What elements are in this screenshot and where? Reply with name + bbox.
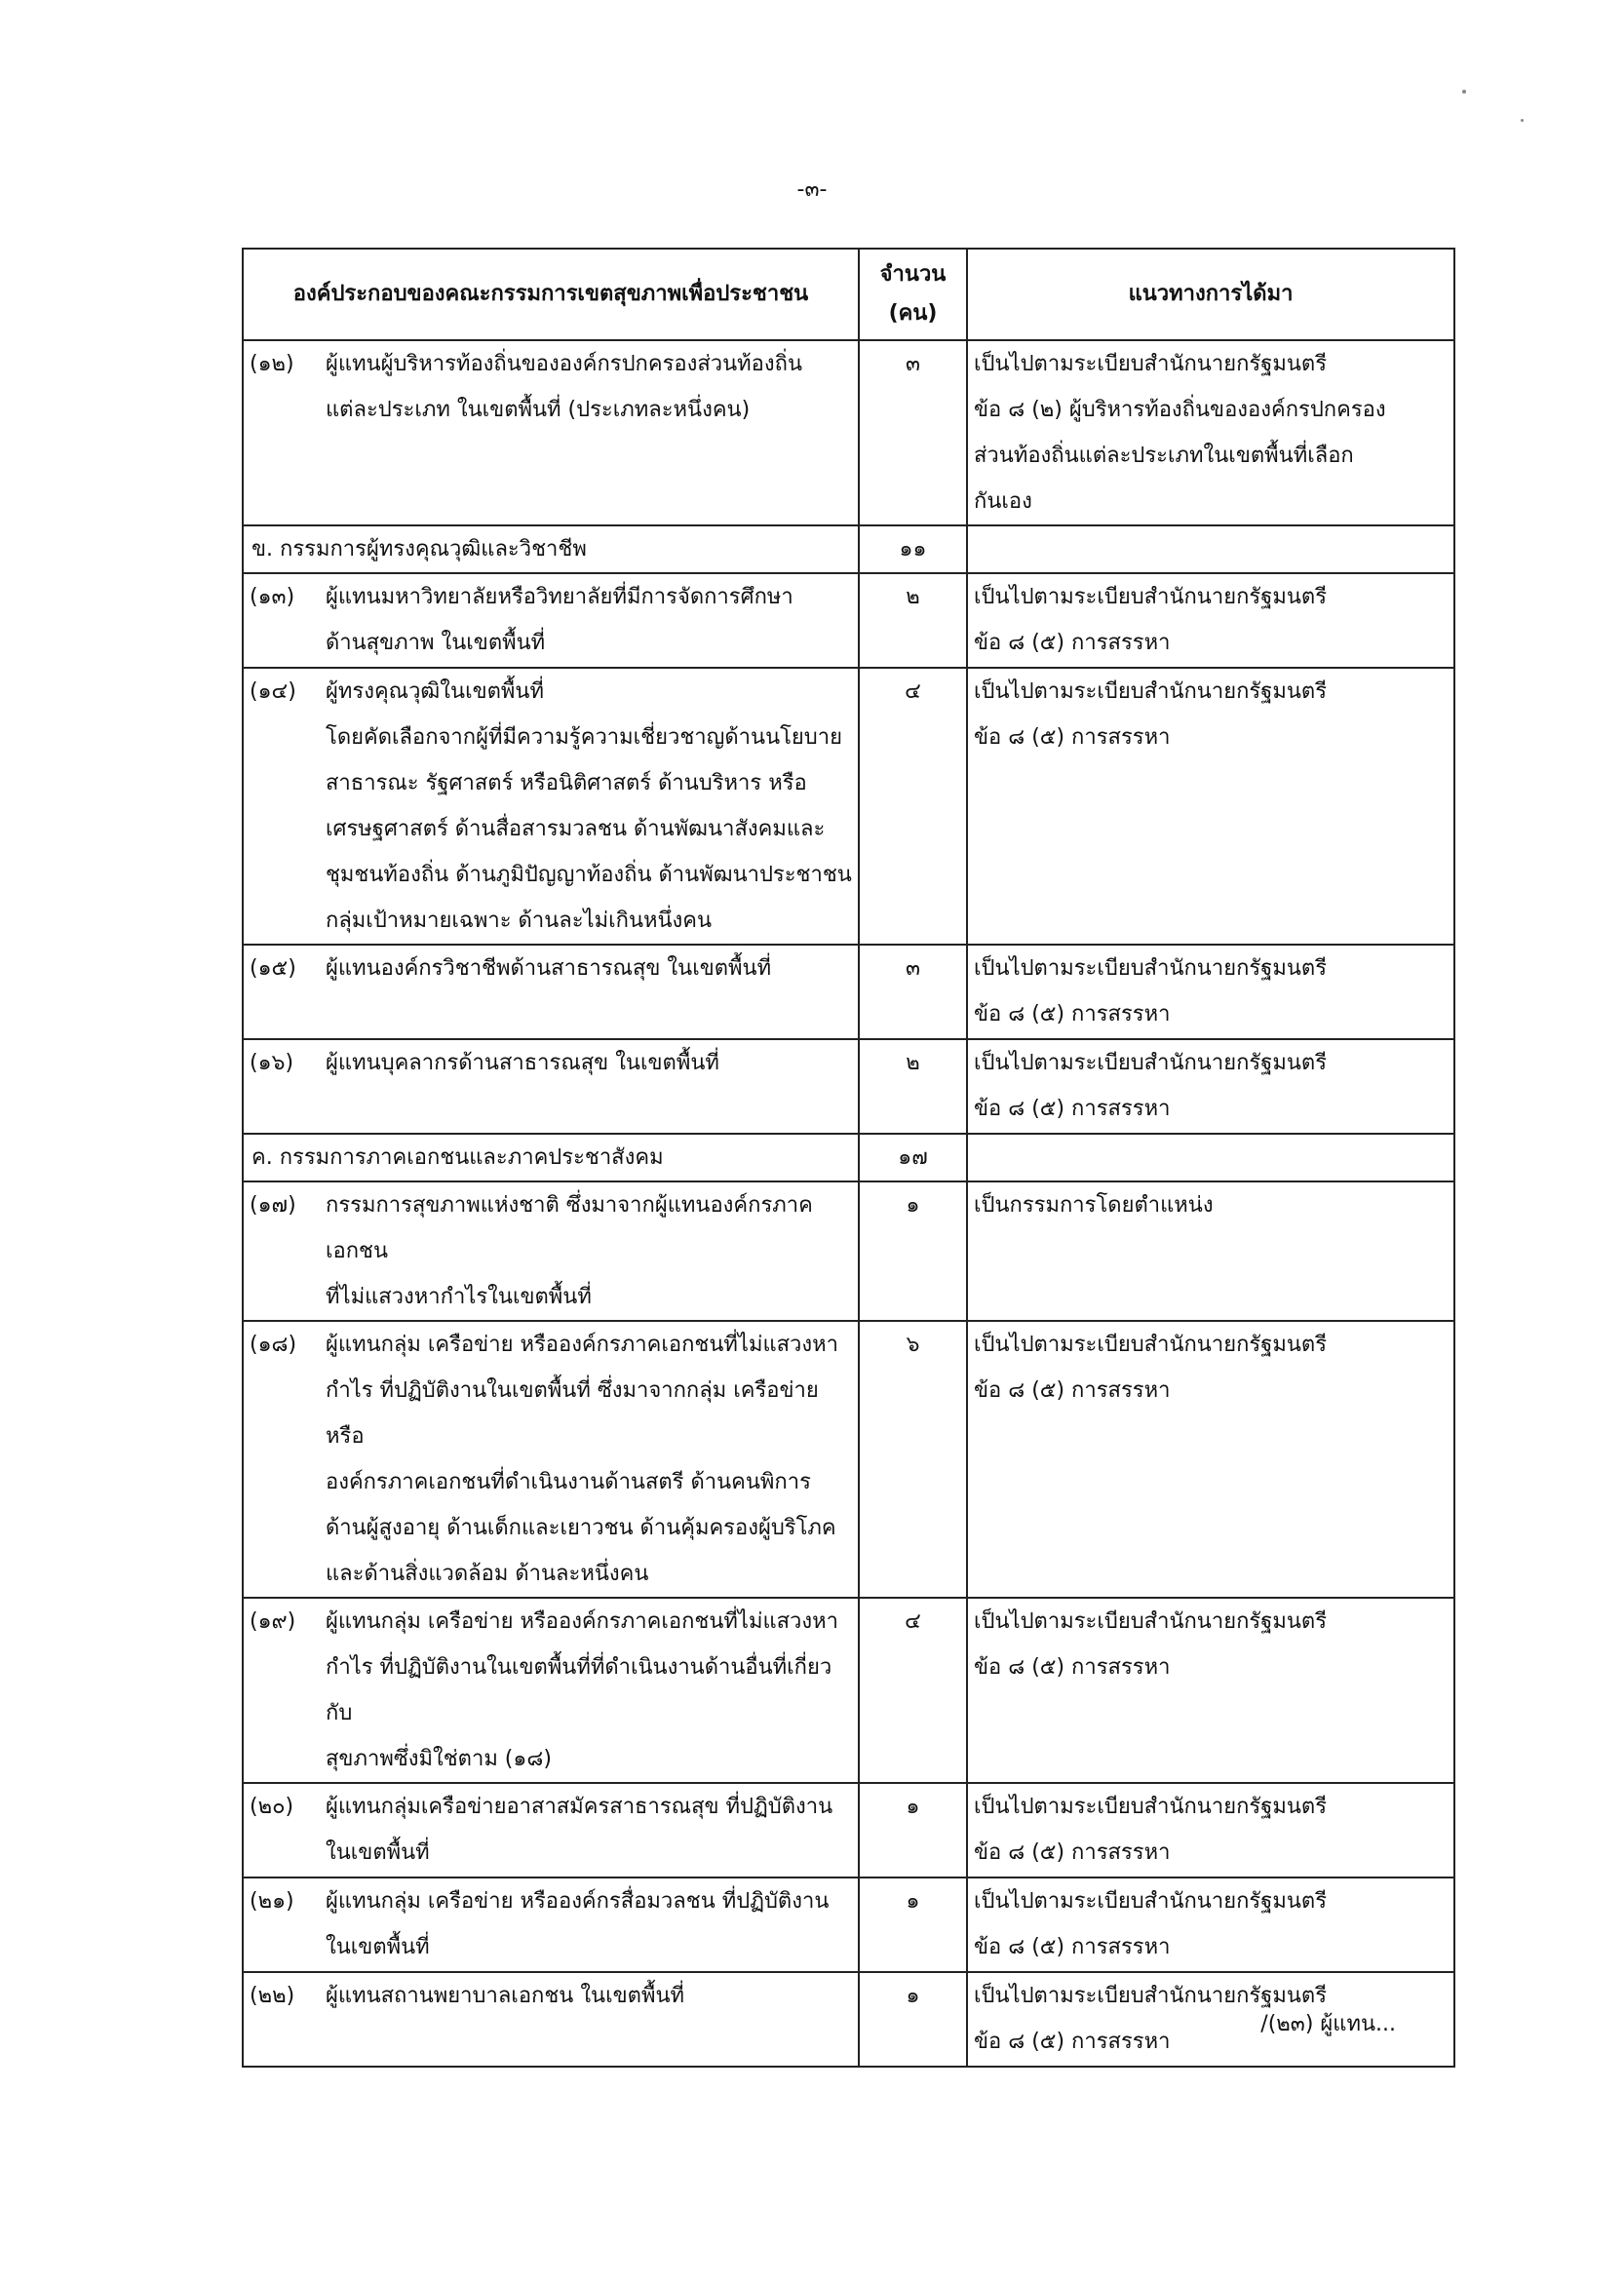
count-value: ๒ xyxy=(906,585,920,609)
item-entry xyxy=(250,1182,852,1320)
composition-cell xyxy=(243,573,859,668)
count-cell xyxy=(859,340,967,525)
table-row xyxy=(243,1598,1454,1783)
item-text-line: ผู้แทนกลุ่มเครือข่ายอาสาสมัครสาธารณสุข ที่ปฏิบัติงาน xyxy=(326,1795,833,1819)
scan-speck xyxy=(1521,119,1524,122)
method-cell xyxy=(967,1321,1454,1598)
table-header-row xyxy=(243,249,1454,340)
item-text-line: ด้านผู้สูงอายุ ด้านเด็กและเยาวชน ด้านคุ้มครองผู้บริโภค xyxy=(326,1516,836,1540)
count-cell xyxy=(859,1039,967,1134)
item-text-line: ในเขตพื้นที่ xyxy=(326,1935,430,1959)
method-text-line: เป็นไปตามระเบียบสำนักนายกรัฐมนตรี xyxy=(974,1795,1328,1819)
method-text-line: เป็นไปตามระเบียบสำนักนายกรัฐมนตรี xyxy=(974,1609,1328,1634)
method-text-line: ส่วนท้องถิ่นแต่ละประเภทในเขตพื้นที่เลือก xyxy=(974,444,1354,468)
item-text-line: องค์กรภาคเอกชนที่ดำเนินงานด้านสตรี ด้านคนพิการ xyxy=(326,1470,811,1494)
method-text-line: เป็นไปตามระเบียบสำนักนายกรัฐมนตรี xyxy=(974,585,1328,609)
count-value: ๑ xyxy=(906,1984,920,2008)
table-row xyxy=(243,1783,1454,1878)
item-text-line: กำไร ที่ปฏิบัติงานในเขตพื้นที่ ซึ่งมาจากกลุ่ม เครือข่าย หรือ xyxy=(326,1378,819,1449)
method-cell xyxy=(967,1878,1454,1972)
item-entry xyxy=(250,669,852,944)
method-cell xyxy=(967,1783,1454,1878)
count-value: ๒ xyxy=(906,1051,920,1075)
item-entry xyxy=(250,1599,852,1782)
method-text-line: เป็นไปตามระเบียบสำนักนายกรัฐมนตรี xyxy=(974,679,1328,704)
method-cell xyxy=(967,668,1454,945)
item-text-line: ผู้แทนกลุ่ม เครือข่าย หรือองค์กรภาคเอกชนที่ไม่แสวงหา xyxy=(326,1609,839,1634)
item-number: (๑๕) xyxy=(250,956,296,981)
method-text-line: ข้อ ๘ (๒) ผู้บริหารท้องถิ่นขององค์กรปกครอง xyxy=(974,398,1386,422)
table-body xyxy=(243,340,1454,2067)
count-cell xyxy=(859,1181,967,1321)
item-number: (๑๒) xyxy=(250,352,294,376)
item-number: (๒๐) xyxy=(250,1795,294,1819)
item-text-line: ชุมชนท้องถิ่น ด้านภูมิปัญญาท้องถิ่น ด้านพัฒนาประชาชน xyxy=(326,863,852,887)
table-row xyxy=(243,573,1454,668)
item-number: (๒๑) xyxy=(250,1889,294,1914)
method-text-line: ข้อ ๘ (๕) การสรรหา xyxy=(974,1378,1171,1403)
group-label: ค. กรรมการภาคเอกชนและภาคประชาสังคม xyxy=(251,1145,664,1170)
table-row xyxy=(243,1878,1454,1972)
continuation-note: /(๒๓) ผู้แทน... xyxy=(1260,2012,1396,2036)
item-text-line: โดยคัดเลือกจากผู้ที่มีความรู้ความเชี่ยวชาญด้านนโยบาย xyxy=(326,725,843,750)
composition-cell xyxy=(243,340,859,525)
composition-cell xyxy=(243,1181,859,1321)
composition-cell xyxy=(243,1039,859,1134)
item-text-line: ผู้แทนองค์กรวิชาชีพด้านสาธารณสุข ในเขตพื้นที่ xyxy=(326,956,772,981)
item-text-line: เศรษฐศาสตร์ ด้านสื่อสารมวลชน ด้านพัฒนาสังคมและ xyxy=(326,817,826,841)
item-entry xyxy=(250,1040,852,1086)
item-text-line: ผู้ทรงคุณวุฒิในเขตพื้นที่ xyxy=(326,679,544,704)
header-count xyxy=(859,249,967,340)
count-cell xyxy=(859,573,967,668)
count-cell xyxy=(859,1134,967,1181)
item-text xyxy=(326,946,852,991)
method-text-line: เป็นไปตามระเบียบสำนักนายกรัฐมนตรี xyxy=(974,1051,1328,1075)
item-text-line: ผู้แทนมหาวิทยาลัยหรือวิทยาลัยที่มีการจัดการศึกษา xyxy=(326,585,793,609)
composition-cell xyxy=(243,945,859,1039)
item-text-line: ผู้แทนบุคลากรด้านสาธารณสุข ในเขตพื้นที่ xyxy=(326,1051,719,1075)
table-row xyxy=(243,668,1454,945)
count-cell xyxy=(859,1878,967,1972)
count-value: ๑๑ xyxy=(899,537,927,561)
item-number: (๑๔) xyxy=(250,679,296,704)
method-text-line: เป็นไปตามระเบียบสำนักนายกรัฐมนตรี xyxy=(974,1333,1328,1357)
item-text xyxy=(326,1322,852,1597)
method-cell xyxy=(967,1181,1454,1321)
table-row xyxy=(243,945,1454,1039)
group-row xyxy=(243,525,1454,573)
table-row xyxy=(243,1039,1454,1134)
method-text-line: ข้อ ๘ (๕) การสรรหา xyxy=(974,1840,1171,1865)
item-text-line: สุขภาพซึ่งมิใช่ตาม (๑๘) xyxy=(326,1747,552,1771)
count-cell xyxy=(859,525,967,573)
method-cell xyxy=(967,573,1454,668)
method-text-line: ข้อ ๘ (๕) การสรรหา xyxy=(974,2030,1171,2054)
item-number: (๑๓) xyxy=(250,585,295,609)
count-cell xyxy=(859,1972,967,2067)
group-row xyxy=(243,1134,1454,1181)
method-cell xyxy=(967,525,1454,573)
item-text-line: ผู้แทนผู้บริหารท้องถิ่นขององค์กรปกครองส่วนท้องถิ่น xyxy=(326,352,802,376)
count-value: ๔ xyxy=(905,1609,921,1634)
method-text-line: เป็นไปตามระเบียบสำนักนายกรัฐมนตรี xyxy=(974,1984,1328,2008)
item-text xyxy=(326,1784,852,1876)
method-cell xyxy=(967,1598,1454,1783)
item-text xyxy=(326,1040,852,1086)
count-value: ๓ xyxy=(905,956,921,981)
count-value: ๑ xyxy=(906,1889,920,1914)
item-text xyxy=(326,1973,852,2019)
scan-speck xyxy=(1462,90,1466,94)
count-cell xyxy=(859,1598,967,1783)
item-text xyxy=(326,1182,852,1320)
count-value: ๑ xyxy=(906,1193,920,1218)
item-number: (๑๘) xyxy=(250,1333,297,1357)
item-text-line: ผู้แทนกลุ่ม เครือข่าย หรือองค์กรภาคเอกชนที่ไม่แสวงหา xyxy=(326,1333,839,1357)
item-number: (๒๒) xyxy=(250,1984,295,2008)
method-cell xyxy=(967,1134,1454,1181)
count-cell xyxy=(859,1783,967,1878)
item-number: (๑๖) xyxy=(250,1051,294,1075)
method-text-line: ข้อ ๘ (๕) การสรรหา xyxy=(974,1935,1171,1959)
item-text xyxy=(326,574,852,666)
item-entry xyxy=(250,1878,852,1970)
composition-cell xyxy=(243,668,859,945)
item-text-line: ผู้แทนสถานพยาบาลเอกชน ในเขตพื้นที่ xyxy=(326,1984,684,2008)
item-entry xyxy=(250,946,852,991)
item-text-line: กรรมการสุขภาพแห่งชาติ ซึ่งมาจากผู้แทนองค์กรภาคเอกชน xyxy=(326,1193,813,1263)
composition-cell xyxy=(243,1972,859,2067)
method-text-line: ข้อ ๘ (๕) การสรรหา xyxy=(974,631,1171,655)
committee-composition-table xyxy=(242,248,1455,2068)
item-text-line: สาธารณะ รัฐศาสตร์ หรือนิติศาสตร์ ด้านบริหาร หรือ xyxy=(326,771,807,795)
header-count-label: จำนวน xyxy=(879,262,947,287)
composition-cell xyxy=(243,525,859,573)
item-text-line: ในเขตพื้นที่ xyxy=(326,1840,430,1865)
item-text xyxy=(326,669,852,944)
count-value: ๓ xyxy=(905,352,921,376)
count-cell xyxy=(859,668,967,945)
group-label: ข. กรรมการผู้ทรงคุณวุฒิและวิชาชีพ xyxy=(251,537,587,561)
header-method: แนวทางการได้มา xyxy=(967,249,1454,340)
item-number: (๑๙) xyxy=(250,1609,296,1634)
method-text-line: เป็นไปตามระเบียบสำนักนายกรัฐมนตรี xyxy=(974,956,1328,981)
method-cell xyxy=(967,945,1454,1039)
count-value: ๖ xyxy=(906,1333,920,1357)
method-text-line: ข้อ ๘ (๕) การสรรหา xyxy=(974,1002,1171,1026)
method-text-line: ข้อ ๘ (๕) การสรรหา xyxy=(974,1655,1171,1680)
item-text xyxy=(326,1599,852,1782)
composition-cell xyxy=(243,1321,859,1598)
count-value: ๑๗ xyxy=(898,1145,928,1170)
composition-cell xyxy=(243,1783,859,1878)
method-text-line: เป็นไปตามระเบียบสำนักนายกรัฐมนตรี xyxy=(974,1889,1328,1914)
item-text xyxy=(326,1878,852,1970)
item-text-line: ที่ไม่แสวงหากำไรในเขตพื้นที่ xyxy=(326,1285,592,1309)
header-composition: องค์ประกอบของคณะกรรมการเขตสุขภาพเพื่อประชาชน xyxy=(243,249,859,340)
item-text-line: ผู้แทนกลุ่ม เครือข่าย หรือองค์กรสื่อมวลชน ที่ปฏิบัติงาน xyxy=(326,1889,830,1914)
table-row xyxy=(243,340,1454,525)
method-text-line: กันเอง xyxy=(974,489,1032,514)
count-value: ๔ xyxy=(905,679,921,704)
count-cell xyxy=(859,1321,967,1598)
item-text-line: และด้านสิ่งแวดล้อม ด้านละหนึ่งคน xyxy=(326,1562,649,1586)
count-cell xyxy=(859,945,967,1039)
count-value: ๑ xyxy=(906,1795,920,1819)
page-number: -๓- xyxy=(796,177,828,202)
item-entry xyxy=(250,1973,852,2019)
method-text-line: เป็นกรรมการโดยตำแหน่ง xyxy=(974,1193,1214,1218)
method-cell xyxy=(967,340,1454,525)
item-text-line: แต่ละประเภท ในเขตพื้นที่ (ประเภทละหนึ่งคน) xyxy=(326,398,751,422)
item-text xyxy=(326,341,852,433)
method-text-line: ข้อ ๘ (๕) การสรรหา xyxy=(974,1097,1171,1121)
item-entry xyxy=(250,341,852,433)
header-count-unit: (คน) xyxy=(888,301,938,326)
composition-cell xyxy=(243,1878,859,1972)
item-entry xyxy=(250,1322,852,1597)
item-text-line: กำไร ที่ปฏิบัติงานในเขตพื้นที่ที่ดำเนินงานด้านอื่นที่เกี่ยวกับ xyxy=(326,1655,832,1725)
table-row xyxy=(243,1321,1454,1598)
table-row xyxy=(243,1181,1454,1321)
item-text-line: กลุ่มเป้าหมายเฉพาะ ด้านละไม่เกินหนึ่งคน xyxy=(326,909,713,933)
method-text-line: ข้อ ๘ (๕) การสรรหา xyxy=(974,725,1171,750)
composition-cell xyxy=(243,1134,859,1181)
item-entry xyxy=(250,574,852,666)
item-entry xyxy=(250,1784,852,1876)
composition-cell xyxy=(243,1598,859,1783)
item-text-line: ด้านสุขภาพ ในเขตพื้นที่ xyxy=(326,631,546,655)
item-number: (๑๗) xyxy=(250,1193,296,1218)
method-text-line: เป็นไปตามระเบียบสำนักนายกรัฐมนตรี xyxy=(974,352,1328,376)
method-cell xyxy=(967,1039,1454,1134)
